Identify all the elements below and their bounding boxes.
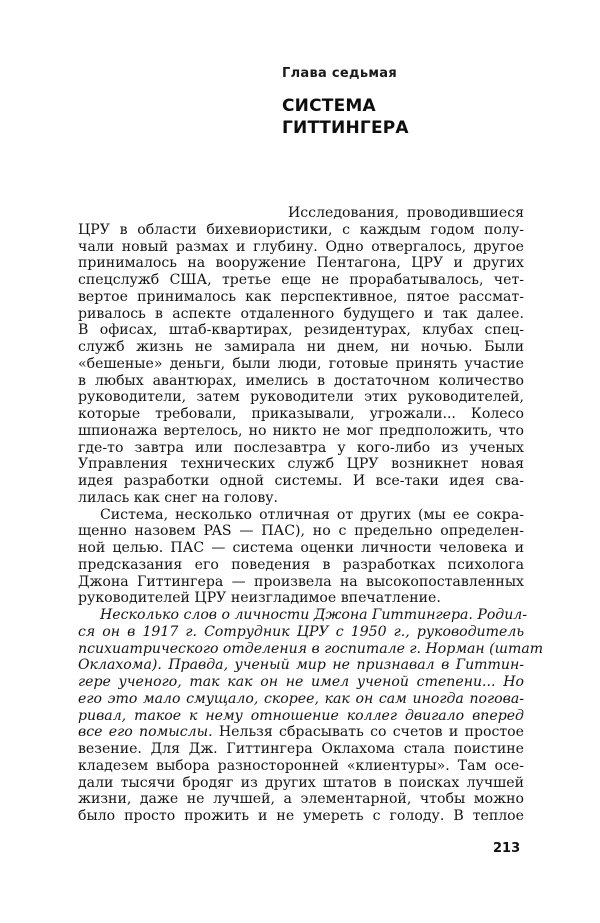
chapter-title-line: СИСТЕМА bbox=[282, 96, 376, 116]
chapter-title bbox=[282, 95, 409, 139]
page-number: 213 bbox=[493, 841, 521, 856]
italic-fragment: все его помыслы. bbox=[78, 724, 213, 741]
text-line: служб жизнь не замирала ни днем, ни ночью. Были bbox=[78, 339, 524, 355]
chapter-label: Глава седьмая bbox=[282, 66, 397, 81]
text-line: ЦРУ в области бихевиористики, с каждым годом полу- bbox=[78, 221, 524, 238]
text-line: В офисах, штаб-квартирах, резидентурах, клубах спец- bbox=[78, 322, 524, 339]
text-line: ривалось в аспекте отдаленного будущего и так далее. bbox=[78, 305, 524, 322]
text-line: шпионажа вертелось, но никто не мог предположить, что bbox=[78, 422, 524, 439]
italic-text-line: ривал, такое к нему отношение коллег двигало вперед bbox=[78, 707, 524, 724]
text-line: руководители, затем руководители этих руководителей, bbox=[78, 389, 524, 406]
roman-fragment: Нельзя сбрасывать со счетов и простое bbox=[212, 724, 524, 741]
italic-text-line: психиатрического отделения в госпитале г. Норман (штат bbox=[78, 640, 544, 657]
text-line: жизни, даже не лучшей, а элементарной, чтобы можно bbox=[78, 791, 524, 808]
paragraph bbox=[78, 507, 524, 608]
paragraph bbox=[78, 607, 544, 825]
italic-text-line: гере ученого, так как он не имел ученой степени... Но bbox=[78, 674, 524, 690]
text-line: спецслужб США, третье еще не прорабатывалось, чет- bbox=[78, 272, 524, 288]
italic-text-line: его это мало смущало, скорее, как он сам иногда погова- bbox=[78, 690, 524, 707]
text-line: которые требовали, приказывали, угрожали... Колесо bbox=[78, 406, 524, 422]
text-line: вертое принималось как перспективное, пятое рассмат- bbox=[78, 288, 524, 305]
text-line: руководителей ЦРУ неизгладимое впечатление. bbox=[78, 590, 441, 607]
text-line: щенно назовем PAS — ПАС), но с предельно определен- bbox=[78, 523, 524, 540]
text-line: везение. Для Дж. Гиттингера Оклахома стала поистине bbox=[78, 741, 524, 757]
chapter-title-line: ГИТТИНГЕРА bbox=[282, 118, 409, 138]
text-line: принималось на вооружение Пентагона, ЦРУ и других bbox=[78, 255, 524, 272]
text-line: предсказания его поведения в разработках психолога bbox=[78, 556, 524, 573]
text-line: «бешеные» деньги, были люди, готовые принять участие bbox=[78, 355, 524, 372]
italic-text-line: ся он в 1917 г. Сотрудник ЦРУ с 1950 г., руководитель bbox=[78, 623, 524, 640]
text-line: идея разработки одной системы. И все-таки идея сва- bbox=[78, 473, 524, 489]
italic-text-line: Несколько слов о личности Джона Гиттингера. Родил- bbox=[100, 607, 528, 623]
text-line: было просто прожить и не умереть с голоду. В теплое bbox=[78, 808, 524, 824]
mixed-text-line bbox=[78, 724, 524, 741]
text-line: Джона Гиттингера — произвела на высокопоставленных bbox=[78, 573, 524, 590]
text-line: где-то завтра или послезавтра у кого-либо из ученых bbox=[78, 439, 524, 456]
text-line: дали тысячи бродяг из других штатов в поисках лучшей bbox=[78, 774, 524, 791]
text-line: лилась как снег на голову. bbox=[78, 489, 279, 506]
text-line: кладезем выбора разносторонней «клиентуры». Там осе- bbox=[78, 757, 524, 774]
text-line: в любых авантюрах, имелись в достаточном количество bbox=[78, 372, 524, 389]
text-line: Система, несколько отличная от других (мы ее сокра- bbox=[100, 506, 524, 523]
text-line: Исследования, проводившиеся bbox=[288, 205, 524, 221]
italic-text-line: Оклахома). Правда, ученый мир не признавал в Гиттин- bbox=[78, 657, 524, 674]
text-line: Управления технических служб ЦРУ возникнет новая bbox=[78, 456, 524, 473]
paragraph bbox=[78, 205, 524, 507]
body-text bbox=[78, 205, 544, 825]
text-line: чали новый размах и глубину. Одно отвергалось, другое bbox=[78, 238, 524, 255]
text-line: ной целью. ПАС — система оценки личности человека и bbox=[78, 540, 524, 556]
